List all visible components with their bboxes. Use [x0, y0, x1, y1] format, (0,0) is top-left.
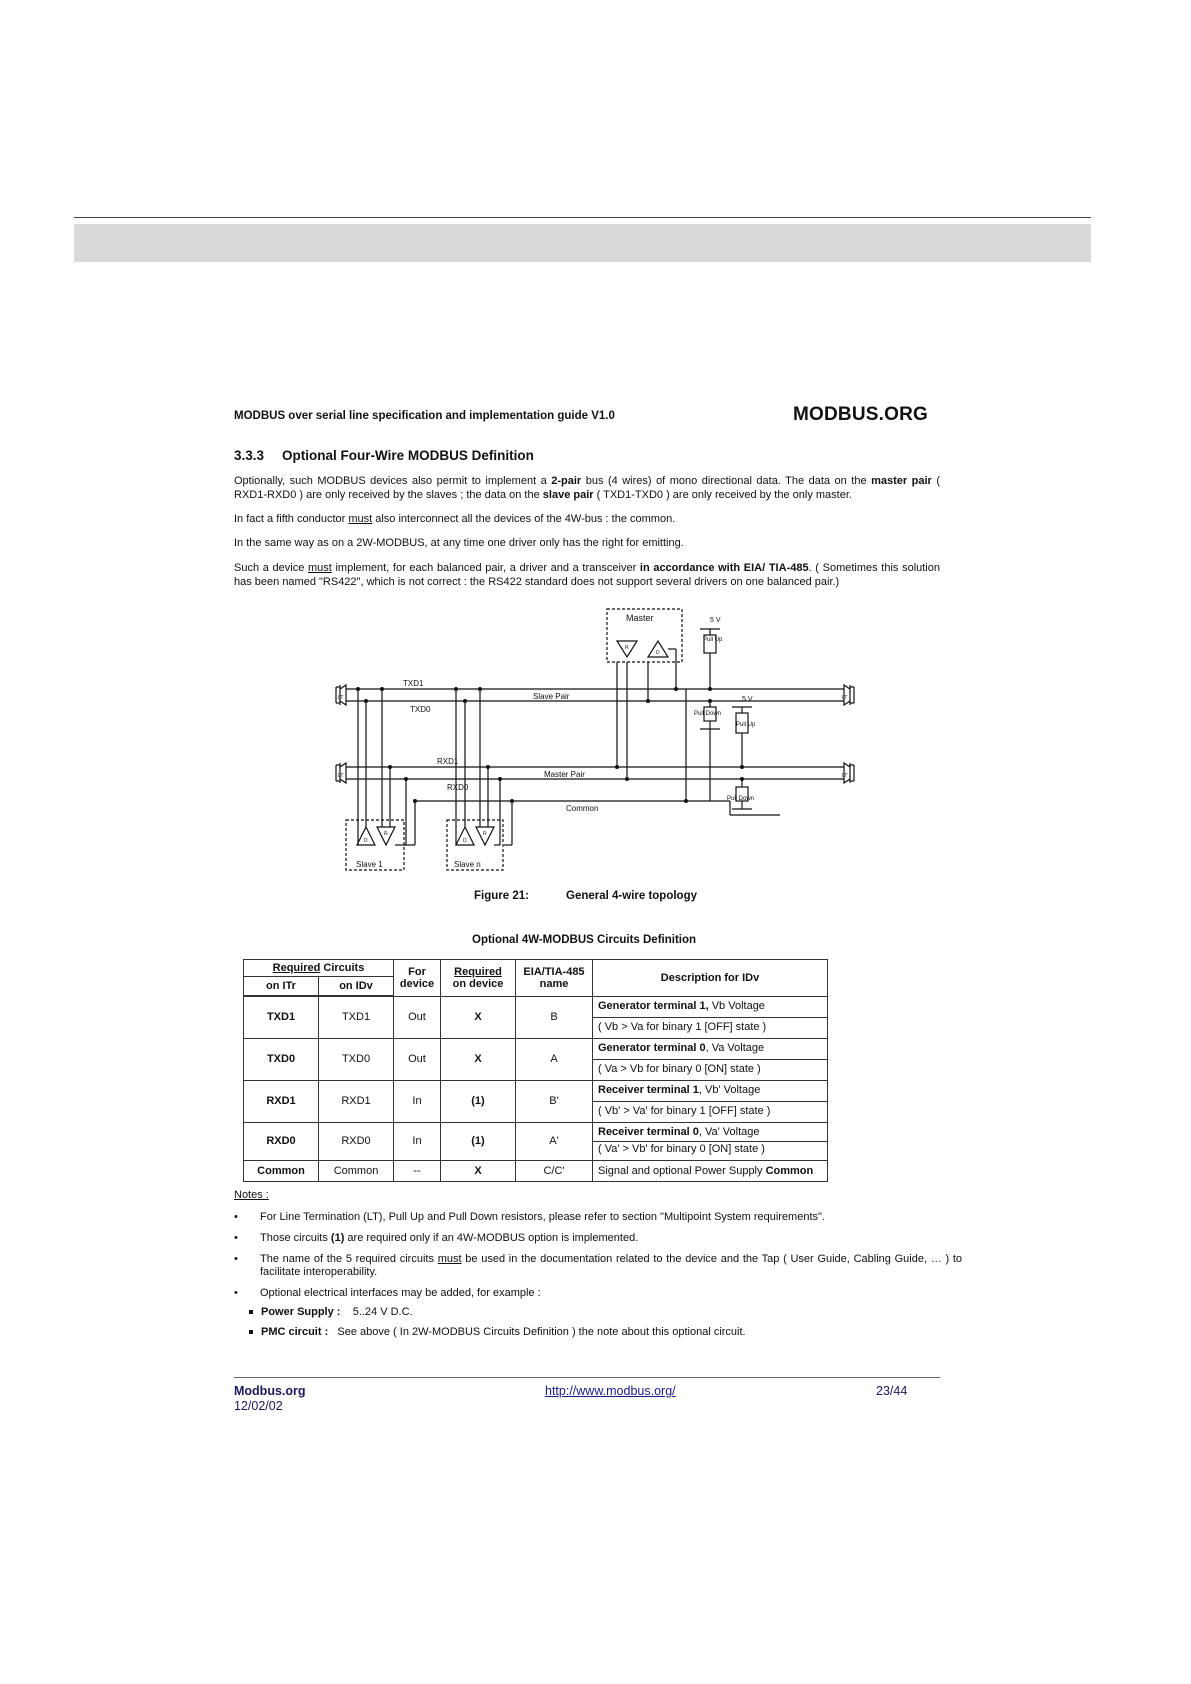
- section-title: [234, 448, 534, 463]
- svg-text:Pull Up: Pull Up: [736, 722, 756, 728]
- header-for-device: For device: [394, 960, 441, 997]
- paragraph-transceiver: Such a device must implement, for each balanced pair, a driver and a transceiver in accordance with EIA/ TIA-485. ( Sometimes this solution has been named "RS422", which is not correct : the RS422 standard does not support several drivers on one balanced pair.): [234, 562, 940, 588]
- header-required-on-device: Required on device: [441, 960, 516, 997]
- slave-1-label: Slave 1: [356, 860, 383, 869]
- figure-title: General 4-wire topology: [566, 890, 697, 902]
- footer-url-link[interactable]: http://www.modbus.org/: [545, 1384, 676, 1398]
- table-row: Common Common -- X C/C' Signal and optional Power Supply Common: [244, 1160, 828, 1181]
- common-label: Common: [566, 804, 599, 813]
- header-on-idv: on IDv: [319, 977, 394, 997]
- footer-date: 12/02/02: [234, 1399, 283, 1413]
- svg-text:R: R: [625, 645, 629, 651]
- paragraph-intro: Optionally, such MODBUS devices also permit to implement a 2-pair bus (4 wires) of mono directional data. The data on the master pair ( RXD1-RXD0 ) are only received by the slaves ; the data on the slave pair ( TXD1-TXD0 ) are only received by the only master.: [234, 475, 940, 501]
- lt-left-top: [336, 685, 346, 705]
- document-title: MODBUS over serial line specification and implementation guide V1.0: [234, 410, 615, 422]
- svg-text:LT: LT: [338, 695, 344, 701]
- figure-caption: [474, 890, 697, 902]
- footer-organization: Modbus.org: [234, 1384, 306, 1398]
- slave-n-label: Slave n: [454, 860, 481, 869]
- notes-label: Notes :: [234, 1189, 269, 1201]
- svg-text:R: R: [384, 831, 388, 837]
- header-description: Description for IDv: [593, 960, 828, 997]
- svg-text:LT: LT: [338, 773, 344, 779]
- table-row: RXD1 RXD1 In (1) B' Receiver terminal 1, Vb' Voltage ( Vb' > Va' for binary 1 [OFF] state ): [244, 1080, 828, 1122]
- table-row: TXD0 TXD0 Out X A Generator terminal 0, Va Voltage ( Va > Vb for binary 0 [ON] state ): [244, 1038, 828, 1080]
- svg-text:Pull Down: Pull Down: [727, 796, 755, 802]
- table-title: Optional 4W-MODBUS Circuits Definition: [472, 934, 697, 946]
- section-heading: Optional Four-Wire MODBUS Definition: [282, 448, 534, 463]
- table-row: TXD1 TXD1 Out X B Generator terminal 1, Vb Voltage ( Vb > Va for binary 1 [OFF] state ): [244, 996, 828, 1038]
- lt-right-bottom: [842, 763, 854, 783]
- footer-rule: [234, 1377, 940, 1378]
- svg-text:5 V: 5 V: [742, 696, 753, 703]
- svg-text:RXD0: RXD0: [447, 783, 469, 792]
- svg-text:D: D: [364, 838, 368, 844]
- top-rule: [74, 217, 1091, 218]
- paragraph-common: In fact a fifth conductor must also interconnect all the devices of the 4W-bus : the common.: [234, 513, 676, 525]
- organization-logo-text: MODBUS.ORG: [793, 404, 928, 425]
- svg-text:D: D: [656, 650, 660, 656]
- circuits-table: [243, 959, 828, 1182]
- svg-text:Pull Up: Pull Up: [703, 637, 723, 643]
- section-number: 3.3.3: [234, 448, 265, 463]
- table-header-row: [244, 960, 828, 977]
- table-row: RXD0 RXD0 In (1) A' Receiver terminal 0, Va' Voltage ( Va' > Vb' for binary 0 [ON] state ): [244, 1122, 828, 1160]
- master-label: Master: [626, 613, 654, 623]
- svg-text:TXD1: TXD1: [403, 679, 424, 688]
- svg-text:Pull Down: Pull Down: [694, 711, 722, 717]
- svg-text:RXD1: RXD1: [437, 757, 459, 766]
- svg-text:5 V: 5 V: [710, 617, 721, 624]
- lt-left-bottom: [336, 763, 346, 783]
- svg-text:D: D: [463, 838, 467, 844]
- slave-pair-label: Slave Pair: [533, 692, 570, 701]
- svg-text:TXD0: TXD0: [410, 705, 431, 714]
- svg-text:LT: LT: [842, 773, 848, 779]
- svg-text:LT: LT: [842, 695, 848, 701]
- four-wire-topology-diagram: [330, 605, 860, 875]
- header-required-circuits: Required Circuits: [244, 960, 394, 977]
- paragraph-driver: In the same way as on a 2W-MODBUS, at any time one driver only has the right for emitting.: [234, 537, 684, 549]
- footer-page-number: 23/44: [876, 1384, 908, 1398]
- lt-right-top: [842, 685, 854, 705]
- header-on-itr: on ITr: [244, 977, 319, 997]
- header-eia-name: EIA/TIA-485 name: [516, 960, 593, 997]
- header-band: [74, 224, 1091, 262]
- figure-label: Figure 21:: [474, 890, 529, 902]
- master-pair-label: Master Pair: [544, 770, 585, 779]
- svg-text:R: R: [483, 831, 487, 837]
